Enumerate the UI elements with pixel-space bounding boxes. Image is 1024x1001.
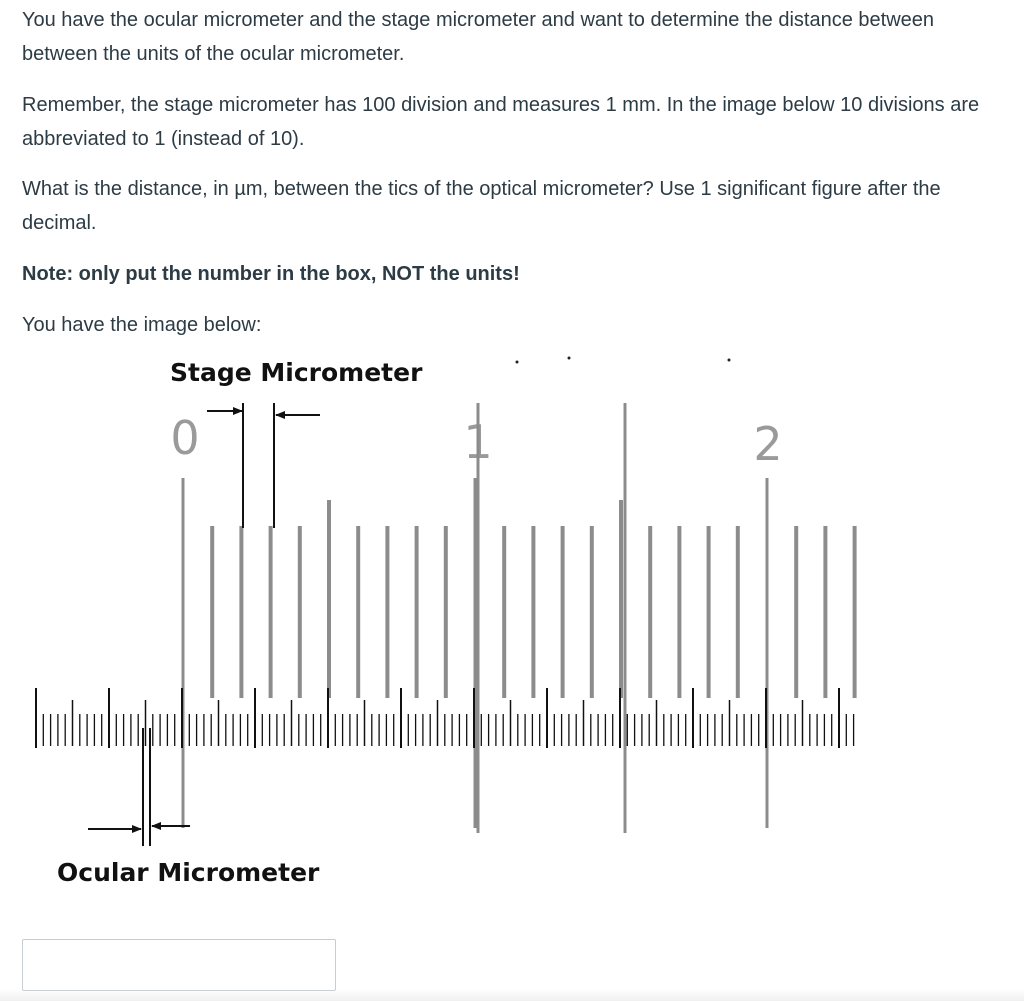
ocular-micrometer-label: Ocular Micrometer: [57, 858, 320, 887]
speck-mark: [568, 357, 571, 360]
speck-mark: [516, 361, 519, 364]
image-intro-text: You have the image below:: [22, 314, 262, 336]
speck-mark: [728, 359, 731, 362]
scale-number-2: 2: [753, 417, 783, 471]
question-paragraph-2: Remember, the stage micrometer has 100 division and measures 1 mm. In the image below 10 divisions are abbreviated to 1 (instead of 10).: [22, 94, 980, 150]
bottom-shadow: [0, 989, 1024, 1001]
question-paragraph-1: You have the ocular micrometer and the stage micrometer and want to determine the distance between between the units of the ocular micrometer.: [22, 9, 935, 65]
stage-micrometer-label: Stage Micrometer: [170, 358, 423, 387]
answer-input[interactable]: [22, 939, 336, 991]
note-text: Note: only put the number in the box, NOT the units!: [22, 263, 520, 285]
question-paragraph-3: What is the distance, in µm, between the tics of the optical micrometer? Use 1 significant figure after the decimal.: [22, 178, 941, 234]
micrometer-figure: [0, 348, 1024, 908]
scale-number-0: 0: [170, 411, 200, 465]
scale-number-1: 1: [463, 415, 493, 469]
